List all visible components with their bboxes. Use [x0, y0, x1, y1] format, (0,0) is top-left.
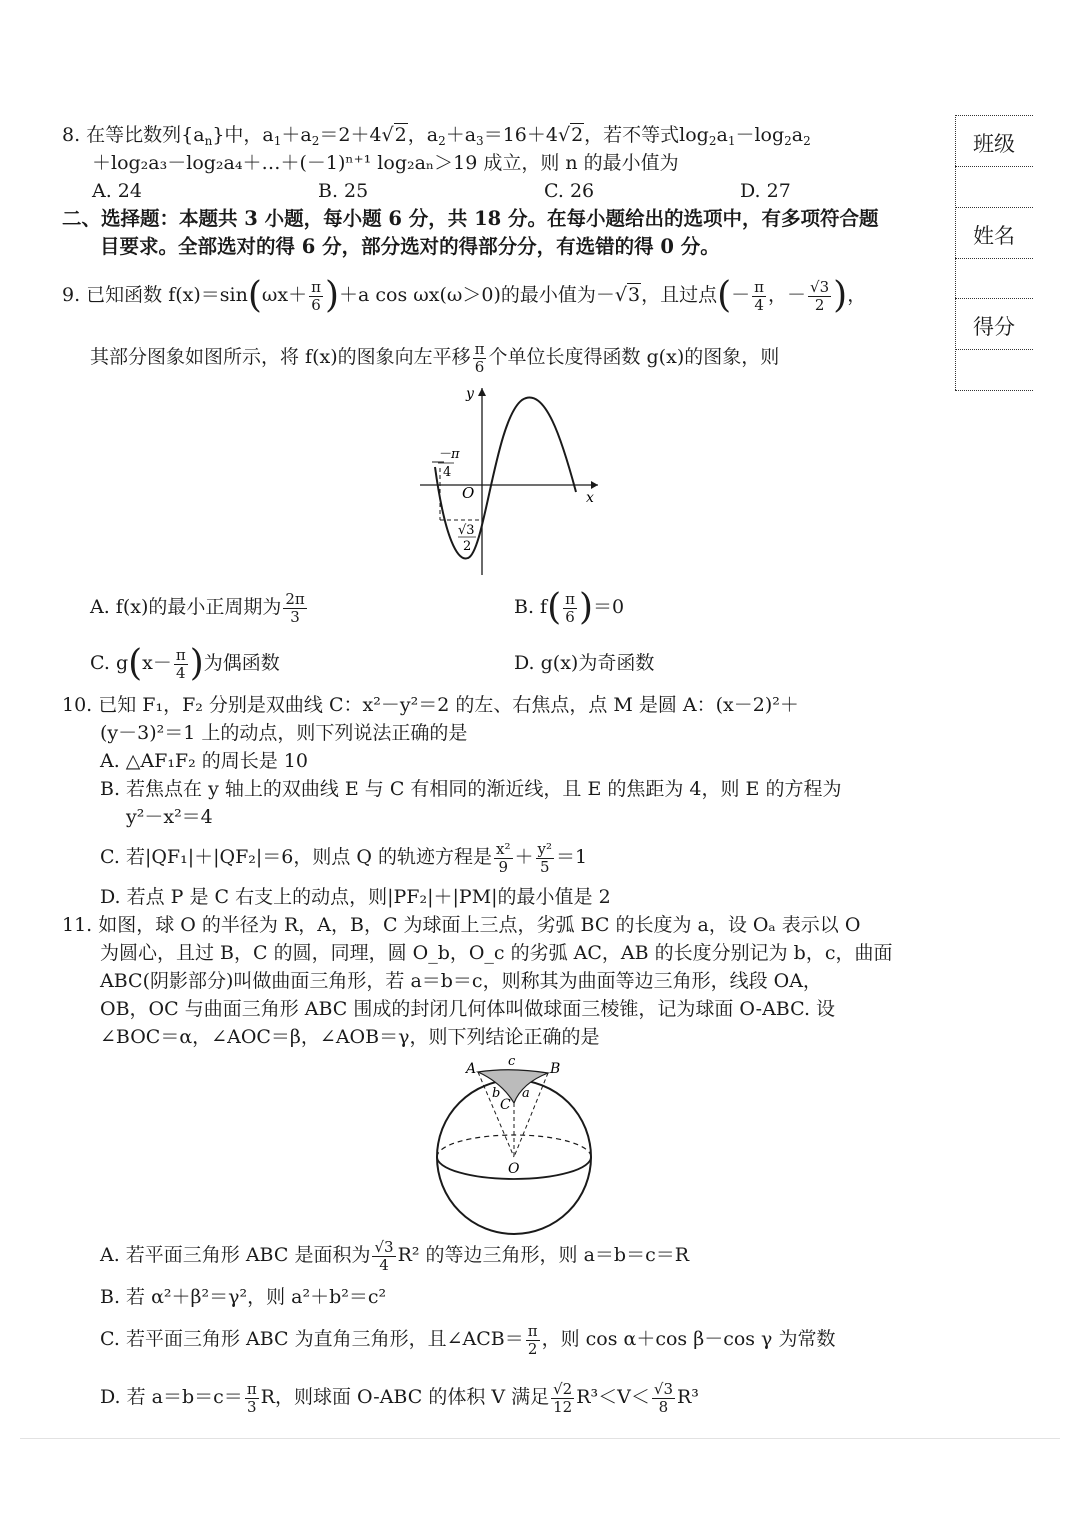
q9-option-d: D. g(x)为奇函数 — [514, 652, 655, 674]
graph-two-label: 2 — [463, 539, 472, 554]
arc-c-label: c — [508, 1055, 516, 1069]
q9-option-a: A. f(x)的最小正周期为 $\frac{2\pi}{3}$ — [90, 589, 305, 626]
q9-function-graph — [410, 380, 610, 580]
q8-line2: ＋log₂a₃－log₂a₄＋…＋(－1)ⁿ⁺¹ log₂aₙ＞19 成立，则 n 的最小值为 — [92, 152, 679, 174]
name-label: 姓名 — [973, 224, 1015, 248]
q10-option-a: A. △AF₁F₂ 的周长是 10 — [100, 750, 308, 772]
q11-line1: 11. 如图，球 O 的半径为 R，A，B，C 为球面上三点，劣弧 BC 的长度为 a，设 Oₐ 表示以 O — [62, 914, 861, 936]
q11-option-d: D. 若 a＝b＝c＝ $\frac{\pi}{3}$ R，则球面 O-ABC 的体积 V 满足 $\frac{√2}{12}$ R³＜V＜ $\frac{√3}{8}$ R³ — [100, 1379, 699, 1416]
graph-x-label: x — [586, 490, 594, 506]
q9-line1: 9. 已知函数 f(x)＝sin(ωx＋ $\frac{\pi}{6}$ )＋a cos ωx(ω＞0)的最小值为－√3，且过点(－ $\frac{\pi}{4}$ ，－ $\frac{√3}{2}$ )， — [62, 275, 867, 316]
score-label: 得分 — [973, 315, 1015, 339]
graph-origin-label: O — [462, 484, 475, 502]
graph-neg-pi-label: －π — [438, 447, 460, 462]
arc-b-label: b — [492, 1086, 501, 1101]
q10-option-b-line2: y²－x²＝4 — [126, 806, 213, 828]
q11-line2: 为圆心，且过 B，C 的圆，同理，圆 O_b，O_c 的劣弧 AC，AB 的长度分别记为 b，c，曲面 — [100, 942, 893, 964]
graph-four-label: 4 — [443, 465, 452, 480]
q10-option-d: D. 若点 P 是 C 右支上的动点，则|PF₂|＋|PM|的最小值是 2 — [100, 886, 611, 908]
q8-option-a: A. 24 — [92, 180, 142, 202]
q11-line4: OB，OC 与曲面三角形 ABC 围成的封闭几何体叫做球面三棱锥，记为球面 O-ABC. 设 — [100, 998, 836, 1020]
student-info-panel — [955, 115, 1033, 390]
q9-line2: 其部分图象如图所示，将 f(x)的图象向左平移 $\frac{\pi}{6}$ 个单位长度得函数 g(x)的图象，则 — [90, 339, 780, 376]
q10-line1: 10. 已知 F₁，F₂ 分别是双曲线 C：x²－y²＝2 的左、右焦点，点 M 是圆 A：(x－2)²＋ — [62, 694, 799, 716]
q8-option-c: C. 26 — [544, 180, 595, 202]
score-writing-area — [955, 340, 1033, 391]
q11-option-a: A. 若平面三角形 ABC 是面积为 $\frac{√3}{4}$ R² 的等边三角形，则 a＝b＝c＝R — [100, 1237, 690, 1274]
q11-sphere-figure — [430, 1055, 600, 1235]
section2-line1: 二、选择题：本题共 3 小题，每小题 6 分，共 18 分。在每小题给出的选项中，有多项符合题 — [62, 207, 879, 230]
class-label: 班级 — [973, 132, 1015, 156]
q8-option-d: D. 27 — [740, 180, 791, 202]
section2-line2: 目要求。全部选对的得 6 分，部分选对的得部分分，有选错的得 0 分。 — [100, 235, 720, 258]
q9-option-b: B. f( $\frac{\pi}{6}$ )＝0 — [514, 587, 625, 628]
point-b-label: B — [550, 1061, 561, 1077]
name-field — [955, 207, 1033, 259]
q11-option-c: C. 若平面三角形 ABC 为直角三角形，且∠ACB＝ $\frac{\pi}{2}$ ，则 cos α＋cos β－cos γ 为常数 — [100, 1321, 836, 1358]
q10-line2: (y－3)²＝1 上的动点，则下列说法正确的是 — [100, 722, 468, 744]
x-axis-arrow — [591, 481, 598, 489]
graph-y-label: y — [466, 386, 474, 402]
q10-option-b-line1: B. 若焦点在 y 轴上的双曲线 E 与 C 有相同的渐近线，且 E 的焦距为 4，则 E 的方程为 — [100, 778, 842, 800]
q11-line3: ABC(阴影部分)叫做曲面三角形，若 a＝b＝c，则称其为曲面等边三角形，线段 OA， — [100, 970, 822, 992]
sine-curve — [435, 397, 576, 558]
arc-a-label: a — [522, 1086, 530, 1101]
q10-option-c: C. 若|QF₁|＋|QF₂|＝6，则点 Q 的轨迹方程是 $\frac{\text{x²}}{9}$ ＋ $\frac{\text{y²}}{5}$ ＝1 — [100, 839, 588, 876]
graph-sqrt3-label: √3 — [458, 523, 475, 538]
class-field — [955, 115, 1033, 167]
y-axis-arrow — [478, 388, 486, 396]
q11-option-b: B. 若 α²＋β²＝γ²，则 a²＋b²＝c² — [100, 1286, 387, 1308]
point-c-label: C — [500, 1097, 511, 1113]
q8-option-b: B. 25 — [318, 180, 369, 202]
point-a-label: A — [466, 1061, 477, 1077]
bottom-divider — [20, 1438, 1060, 1439]
q8-line1: 8. 在等比数列$\{a_n\}$中，$a_1+a_2=2+4√2$，$a_2+a_3=16+4√2$，若不等式$\log_2a_1-\log_2a_2$ — [62, 124, 811, 148]
q11-line5: ∠BOC＝α，∠AOC＝β，∠AOB＝γ，则下列结论正确的是 — [100, 1026, 600, 1048]
center-o-label: O — [508, 1161, 520, 1177]
q9-option-c: C. g(x－ $\frac{\pi}{4}$ )为偶函数 — [90, 643, 280, 684]
